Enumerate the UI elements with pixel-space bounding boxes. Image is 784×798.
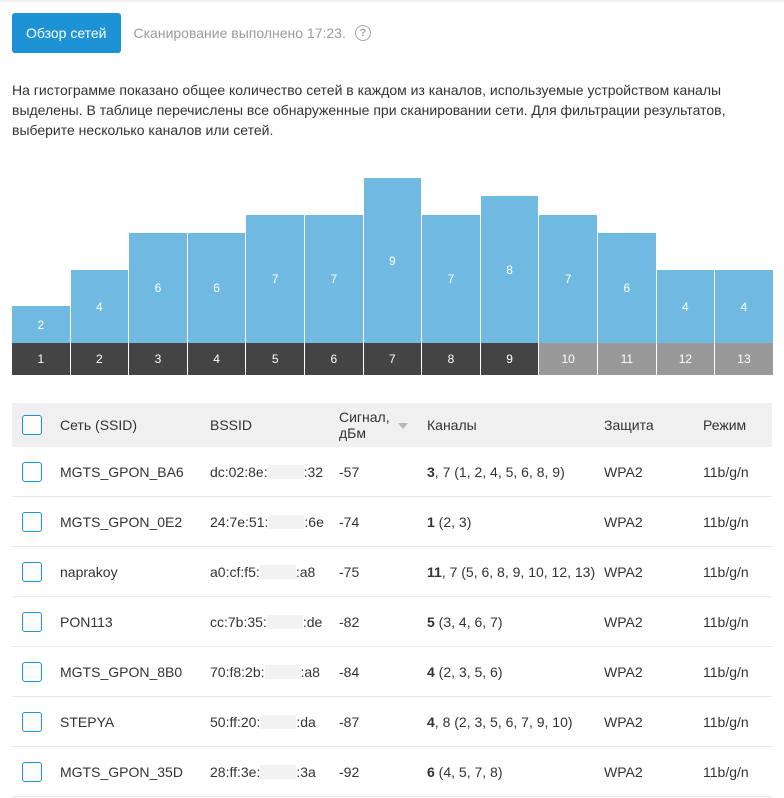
channel-label[interactable]: 3 <box>129 343 188 375</box>
row-checkbox[interactable] <box>22 762 42 782</box>
table-row[interactable] <box>12 747 772 797</box>
histogram-bar[interactable] <box>598 233 657 343</box>
signal-cell: -87 <box>339 697 427 747</box>
bssid-suffix: :a8 <box>300 663 320 680</box>
bssid-mask <box>265 665 301 679</box>
channel-list: (2, 3) <box>434 513 472 530</box>
row-checkbox[interactable] <box>22 562 42 582</box>
row-select-cell <box>12 647 60 697</box>
toolbar <box>12 13 371 53</box>
table-row[interactable] <box>12 597 772 647</box>
histogram-bar[interactable] <box>539 215 598 343</box>
mode-cell: 11b/g/n <box>703 747 772 797</box>
column-header-security[interactable]: Защита <box>604 403 703 447</box>
bssid-prefix: dc:02:8e: <box>210 463 268 480</box>
row-checkbox[interactable] <box>22 462 42 482</box>
bssid-cell <box>210 647 339 697</box>
ssid-cell: naprakoy <box>60 547 210 597</box>
channel-list: (4, 5, 7, 8) <box>434 763 503 780</box>
histogram-bar[interactable] <box>129 233 188 343</box>
histogram-bar[interactable] <box>481 196 540 343</box>
bssid-prefix: 28:ff:3e: <box>210 763 261 780</box>
channel-list: , 7 (5, 6, 8, 9, 10, 12, 13) <box>441 563 596 580</box>
bssid-suffix: :3a <box>296 763 316 780</box>
table-row[interactable] <box>12 497 772 547</box>
histogram-bar-count: 4 <box>682 299 689 314</box>
channel-list: , 8 (2, 3, 5, 6, 7, 9, 10) <box>434 713 573 730</box>
histogram-bar-count: 7 <box>271 272 279 286</box>
channel-label[interactable]: 8 <box>422 343 481 375</box>
bssid-cell <box>210 547 339 597</box>
histogram-bar-count: 7 <box>447 272 455 286</box>
sort-descending-icon[interactable] <box>398 423 408 429</box>
primary-channel: 11 <box>427 563 442 580</box>
bssid-cell <box>210 447 339 497</box>
ssid-cell: MGTS_GPON_35D <box>60 747 210 797</box>
column-header-ssid[interactable]: Сеть (SSID) <box>60 403 210 447</box>
primary-channel: 4 <box>427 663 435 680</box>
signal-cell: -92 <box>339 747 427 797</box>
mode-cell: 11b/g/n <box>703 447 772 497</box>
row-select-cell <box>12 497 60 547</box>
channel-list: , 7 (1, 2, 4, 5, 6, 8, 9) <box>434 463 565 480</box>
scan-status-text: Сканирование выполнено 17:23. <box>133 25 346 41</box>
primary-channel: 6 <box>427 763 435 780</box>
security-cell: WPA2 <box>604 597 703 647</box>
mode-cell: 11b/g/n <box>703 597 772 647</box>
top-divider <box>0 0 784 2</box>
table-row[interactable] <box>12 697 772 747</box>
histogram-bar[interactable] <box>364 178 423 343</box>
row-checkbox[interactable] <box>22 662 42 682</box>
row-select-cell <box>12 747 60 797</box>
bssid-suffix: :32 <box>303 463 324 480</box>
histogram-bar[interactable] <box>715 270 774 343</box>
column-header-bssid[interactable]: BSSID <box>210 403 339 447</box>
bssid-cell <box>210 747 339 797</box>
bssid-suffix: :da <box>296 713 316 730</box>
bssid-cell <box>210 597 339 647</box>
signal-cell: -57 <box>339 447 427 497</box>
bssid-mask <box>267 615 303 629</box>
mode-cell: 11b/g/n <box>703 547 772 597</box>
row-checkbox[interactable] <box>22 712 42 732</box>
row-select-cell <box>12 447 60 497</box>
bssid-suffix: :6e <box>304 513 324 530</box>
channels-cell <box>427 597 604 647</box>
channels-cell <box>427 547 604 597</box>
channel-list: (3, 4, 6, 7) <box>434 613 503 630</box>
row-select-cell <box>12 597 60 647</box>
bssid-prefix: 70:f8:2b: <box>210 663 265 680</box>
channel-label[interactable]: 1 <box>12 343 71 375</box>
channels-cell <box>427 497 604 547</box>
bssid-mask <box>268 515 304 529</box>
row-select-cell <box>12 697 60 747</box>
security-cell: WPA2 <box>604 447 703 497</box>
mode-cell: 11b/g/n <box>703 647 772 697</box>
row-select-cell <box>12 547 60 597</box>
histogram-bar[interactable] <box>12 306 71 343</box>
histogram-bar-count: 4 <box>96 299 103 314</box>
table-row[interactable] <box>12 447 772 497</box>
row-checkbox[interactable] <box>22 612 42 632</box>
histogram-bar[interactable] <box>657 270 716 343</box>
channels-cell <box>427 747 604 797</box>
bssid-cell <box>210 497 339 547</box>
histogram-bar[interactable] <box>246 215 305 343</box>
table-row[interactable] <box>12 647 772 697</box>
mode-cell: 11b/g/n <box>703 497 772 547</box>
channel-list: (2, 3, 5, 6) <box>434 663 503 680</box>
signal-cell: -75 <box>339 547 427 597</box>
histogram-bar-count: 6 <box>623 281 631 295</box>
ssid-cell: MGTS_GPON_8B0 <box>60 647 210 697</box>
histogram-bar[interactable] <box>305 215 364 343</box>
row-checkbox[interactable] <box>22 512 42 532</box>
column-header-channels[interactable]: Каналы <box>427 403 604 447</box>
column-header-signal[interactable] <box>339 403 427 447</box>
table-header-row <box>12 403 772 447</box>
histogram-description: На гистограмме показано общее количество сетей в каждом из каналов, используемые устройством каналы выделены. В таблице перечислены все обнаруженные при сканировании сети. Для фильтрации результатов, выберите несколько каналов или сетей. <box>12 82 726 138</box>
bssid-mask <box>268 465 304 479</box>
security-cell: WPA2 <box>604 647 703 697</box>
histogram-bar-count: 8 <box>506 262 513 277</box>
security-cell: WPA2 <box>604 747 703 797</box>
select-all-checkbox[interactable] <box>22 415 42 435</box>
channels-cell <box>427 697 604 747</box>
table-row[interactable] <box>12 547 772 597</box>
histogram-bar-count: 6 <box>154 281 162 295</box>
primary-channel: 5 <box>427 613 435 630</box>
channel-label[interactable]: 11 <box>598 343 657 375</box>
bssid-mask <box>260 715 296 729</box>
channel-label[interactable]: 13 <box>715 343 774 375</box>
histogram-bar[interactable] <box>422 215 481 343</box>
primary-channel: 3 <box>427 463 435 480</box>
histogram-bar-count: 4 <box>740 299 748 314</box>
signal-cell: -82 <box>339 597 427 647</box>
column-header-mode[interactable]: Режим <box>703 403 772 447</box>
channel-label[interactable]: 10 <box>539 343 598 375</box>
primary-channel: 4 <box>427 713 435 730</box>
histogram-bar-count: 9 <box>389 253 396 268</box>
bssid-suffix: :de <box>302 613 323 630</box>
help-icon[interactable]: ? <box>355 25 371 41</box>
channels-cell <box>427 447 604 497</box>
channel-label[interactable]: 12 <box>657 343 716 375</box>
signal-cell: -84 <box>339 647 427 697</box>
security-cell: WPA2 <box>604 547 703 597</box>
channel-label[interactable]: 9 <box>481 343 540 375</box>
bssid-prefix: 50:ff:20: <box>210 713 261 730</box>
signal-cell: -74 <box>339 497 427 547</box>
bssid-cell <box>210 697 339 747</box>
security-cell: WPA2 <box>604 697 703 747</box>
bssid-prefix: 24:7e:51: <box>210 513 269 530</box>
histogram-bar-count: 7 <box>330 272 338 286</box>
histogram-bar[interactable] <box>71 270 130 343</box>
bssid-prefix: cc:7b:35: <box>210 613 267 630</box>
security-cell: WPA2 <box>604 497 703 547</box>
ssid-cell: PON113 <box>60 597 210 647</box>
histogram-bar-count: 2 <box>37 317 45 332</box>
primary-channel: 1 <box>427 513 435 530</box>
channel-label[interactable]: 4 <box>188 343 247 375</box>
histogram-bar-count: 7 <box>564 272 572 286</box>
channels-cell <box>427 647 604 697</box>
channel-label[interactable]: 5 <box>246 343 305 375</box>
bssid-prefix: a0:cf:f5: <box>210 563 260 580</box>
signal-header-line1: Сигнал, <box>339 409 390 425</box>
ssid-cell: MGTS_GPON_BA6 <box>60 447 210 497</box>
bssid-suffix: :a8 <box>295 563 316 580</box>
network-overview-button[interactable]: Обзор сетей <box>12 13 121 53</box>
bssid-mask <box>260 765 296 779</box>
histogram-bar[interactable] <box>188 233 247 343</box>
networks-table <box>12 403 772 797</box>
select-all-cell <box>12 403 60 447</box>
channel-label[interactable]: 2 <box>71 343 130 375</box>
ssid-cell: STEPYA <box>60 697 210 747</box>
mode-cell: 11b/g/n <box>703 697 772 747</box>
ssid-cell: MGTS_GPON_0E2 <box>60 497 210 547</box>
bssid-mask <box>260 565 296 579</box>
channel-label[interactable]: 7 <box>364 343 423 375</box>
signal-header-line2: дБм <box>339 425 366 441</box>
histogram-bar-count: 6 <box>213 281 220 295</box>
channel-label[interactable]: 6 <box>305 343 364 375</box>
